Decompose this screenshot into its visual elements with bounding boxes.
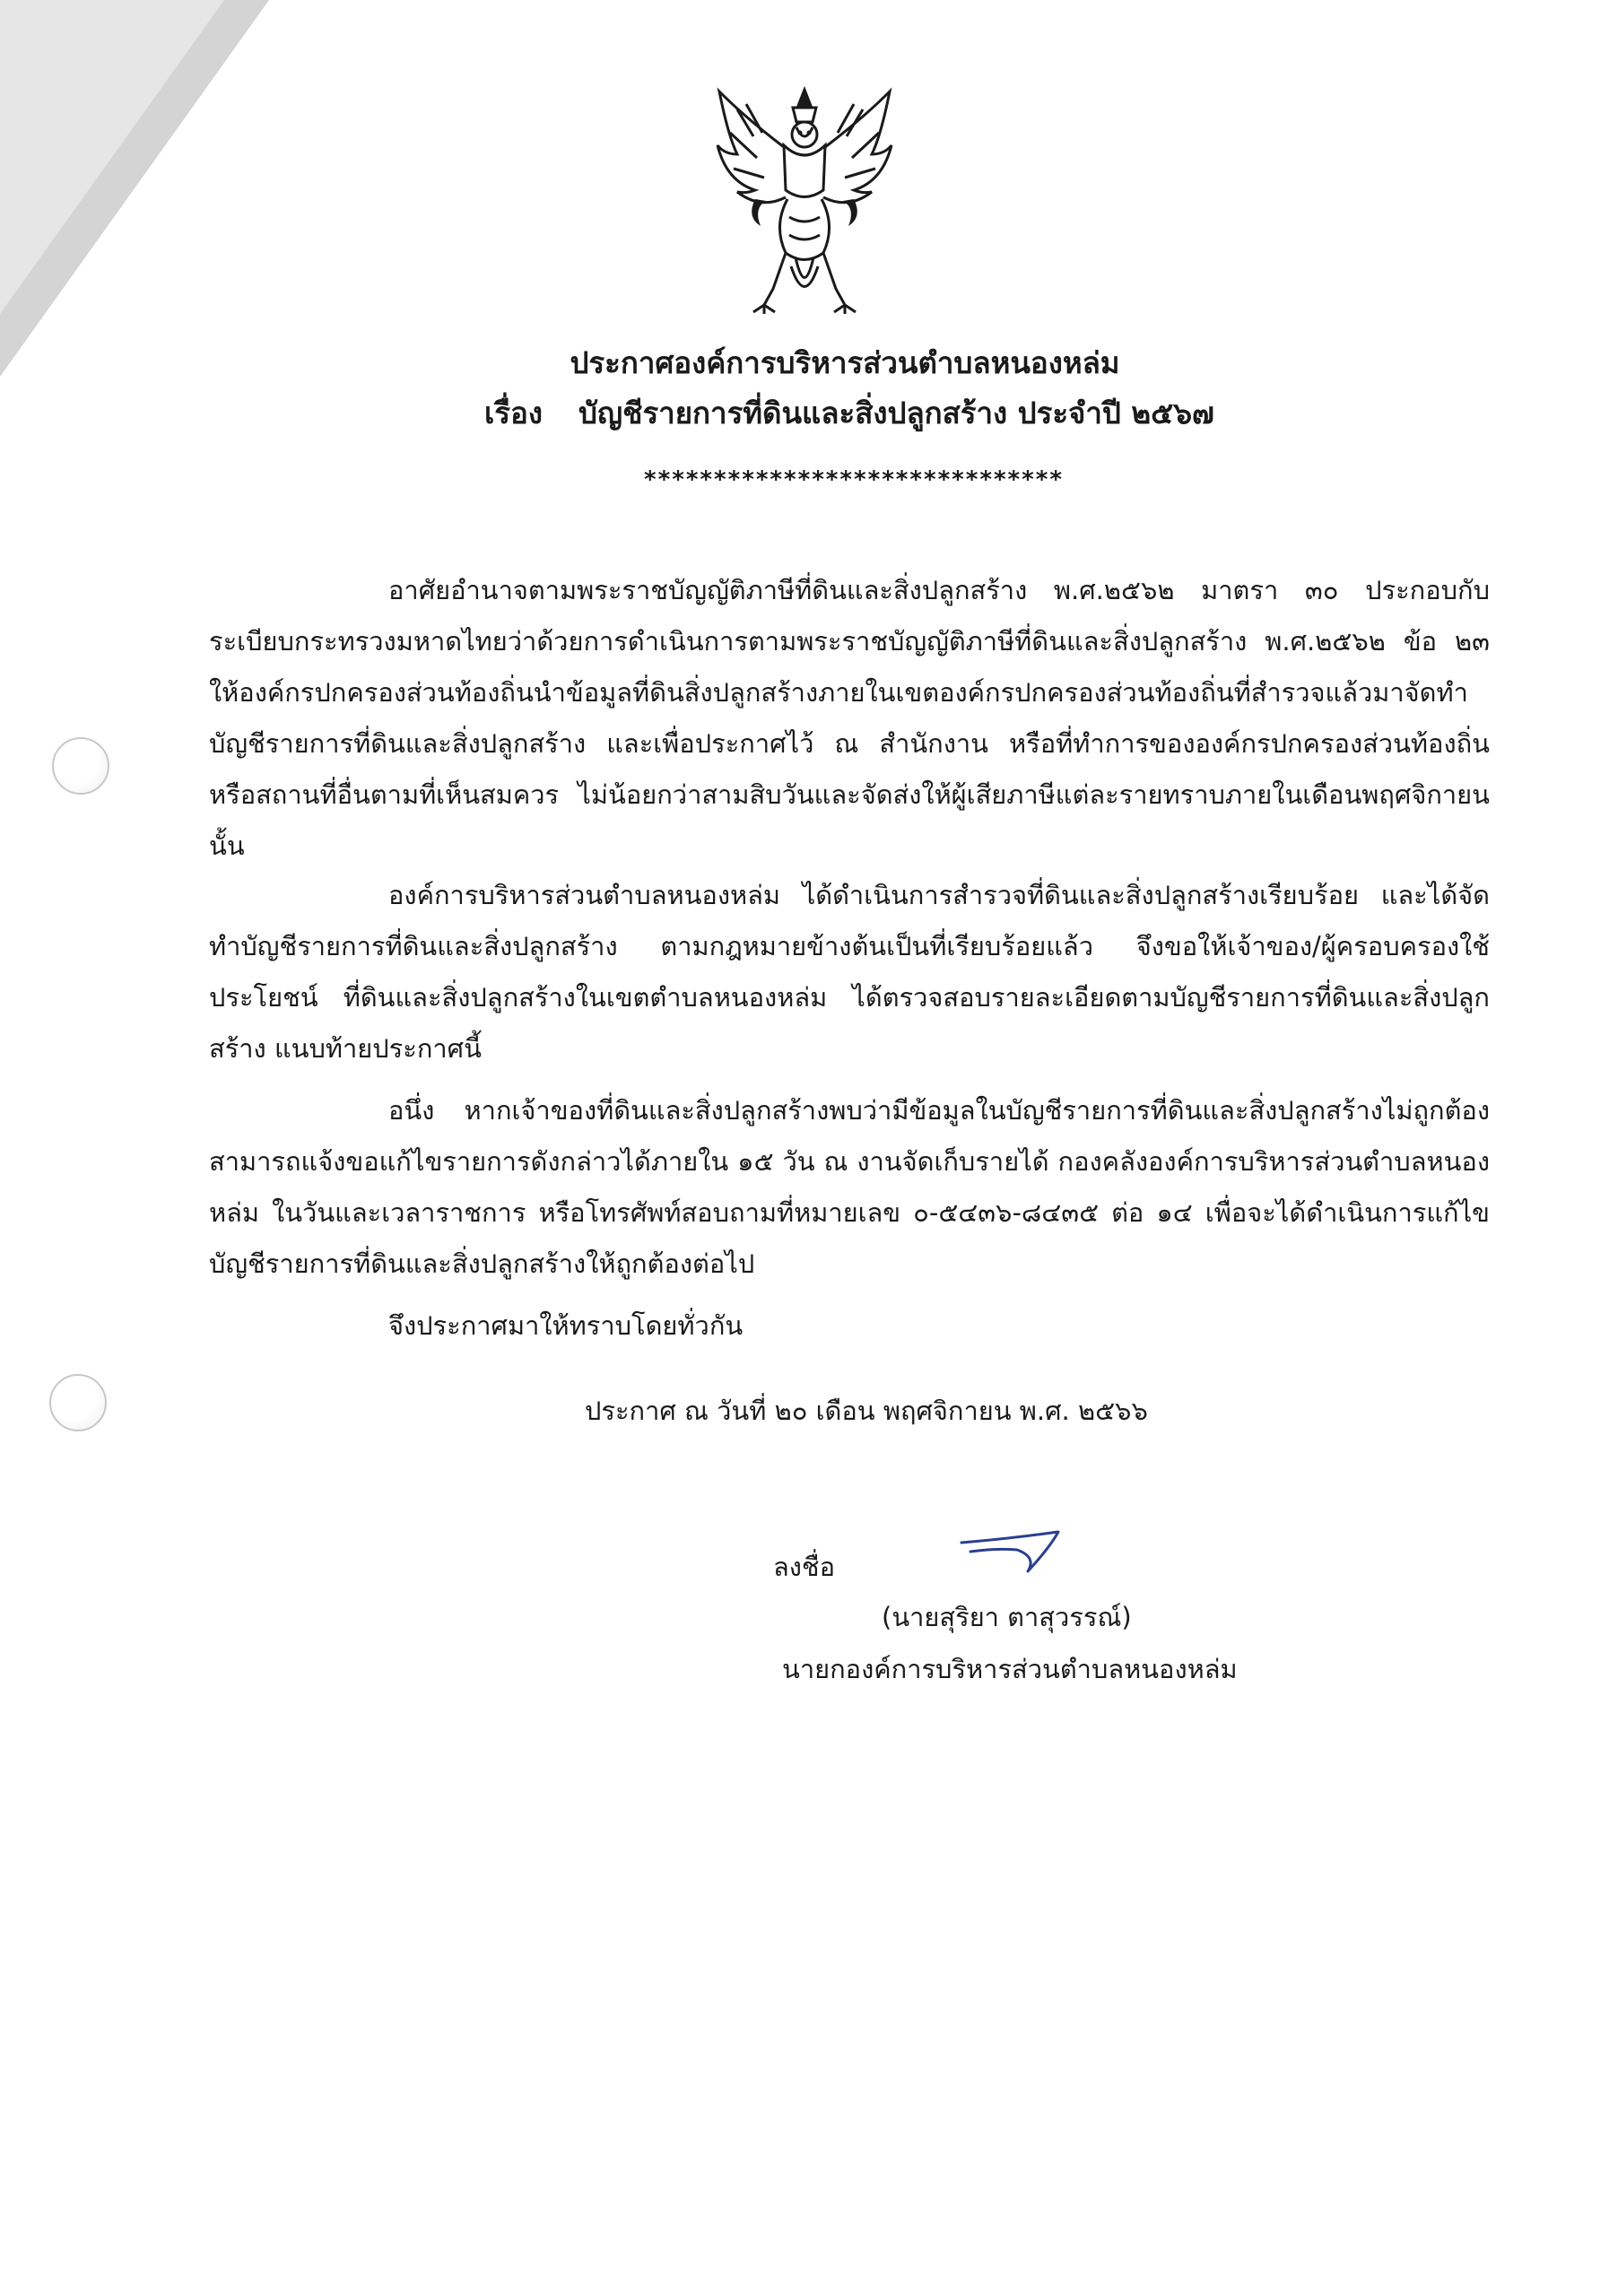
body-paragraph-3: อนึ่ง หากเจ้าของที่ดินและสิ่งปลูกสร้างพบว่ามีข้อมูลในบัญชีรายการที่ดินและสิ่งปลูกสร้างไม่ถูกต้อง สามารถแจ้งขอแก้ไขรายการดังกล่าวได้ภายใน ๑๕ วัน ณ งานจัดเก็บรายได้ กองคลังองค์การบริหารส่วนตำบลหนองหล่ม ในวันและเวลาราชการ หรือโทรศัพท์สอบถามที่หมายเลข ๐-๕๔๓๖-๘๔๓๕ ต่อ ๑๔ เพื่อจะได้ดำเนินการแก้ไขบัญชีรายการที่ดินและสิ่งปลูกสร้างให้ถูกต้องต่อไป (209, 1095, 1490, 1279)
sign-label: ลงชื่อ (773, 1552, 836, 1582)
subject-label: เรื่อง (484, 396, 543, 430)
garuda-emblem (710, 83, 899, 316)
punch-hole-top (52, 737, 109, 795)
announcement-title: ประกาศองค์การบริหารส่วนตำบลหนองหล่ม (570, 345, 1120, 380)
signer-name: (นายสุริยา ตาสุวรรณ์) (882, 1602, 1132, 1632)
body-paragraph-1: อาศัยอำนาจตามพระราชบัญญัติภาษีที่ดินและสิ่งปลูกสร้าง พ.ศ.๒๕๖๒ มาตรา ๓๐ ประกอบกับระเบียบกระทรวงมหาดไทยว่าด้วยการดำเนินการตามพระราชบัญญัติภาษีที่ดินและสิ่งปลูกสร้าง พ.ศ.๒๕๖๒ ข้อ ๒๓ ให้องค์กรปกครองส่วนท้องถิ่นนำข้อมูลที่ดินสิ่งปลูกสร้างภายในเขตองค์กรปกครองส่วนท้องถิ่นที่สำรวจแล้วมาจัดทำบัญชีรายการที่ดินและสิ่งปลูกสร้าง และเพื่อประกาศไว้ ณ สำนักงาน หรือที่ทำการขององค์กรปกครองส่วนท้องถิ่น หรือสถานที่อื่นตามที่เห็นสมควร ไม่น้อยกว่าสามสิบวันและจัดส่งให้ผู้เสียภาษีแต่ละรายทราบภายในเดือนพฤศจิกายน นั้น (209, 575, 1490, 861)
body-paragraph-2: องค์การบริหารส่วนตำบลหนองหล่ม ได้ดำเนินการสำรวจที่ดินและสิ่งปลูกสร้างเรียบร้อย และได้จัดทำบัญชีรายการที่ดินและสิ่งปลูกสร้าง ตามกฎหมายข้างต้นเป็นที่เรียบร้อยแล้ว จึงขอให้เจ้าของ/ผู้ครอบครองใช้ประโยชน์ ที่ดินและสิ่งปลูกสร้างในเขตตำบลหนองหล่ม ได้ตรวจสอบรายละเอียดตามบัญชีรายการที่ดินและสิ่งปลูกสร้าง แนบท้ายประกาศนี้ (209, 880, 1490, 1064)
closing-statement: จึงประกาศมาให้ทราบโดยทั่วกัน (388, 1310, 744, 1341)
handwritten-signature (952, 1516, 1078, 1578)
separator: ****************************** (644, 466, 1064, 493)
subject-line (484, 389, 1214, 437)
announcement-date: ประกาศ ณ วันที่ ๒๐ เดือน พฤศจิกายน พ.ศ. ๒๕๖๖ (585, 1396, 1148, 1426)
punch-hole-bottom (49, 1374, 107, 1431)
signer-position: นายกองค์การบริหารส่วนตำบลหนองหล่ม (782, 1654, 1238, 1684)
scan-shadow (0, 0, 269, 377)
subject-text: บัญชีรายการที่ดินและสิ่งปลูกสร้าง ประจำปี ๒๕๖๗ (578, 396, 1214, 430)
